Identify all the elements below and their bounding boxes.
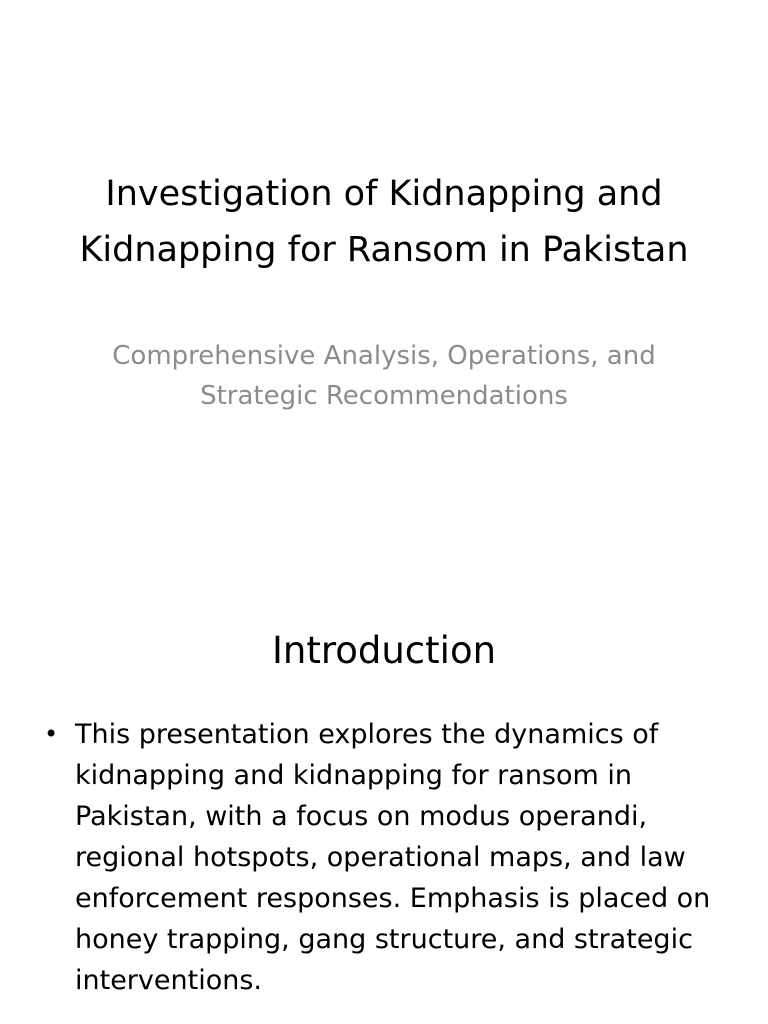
slide-subtitle: Comprehensive Analysis, Operations, and Strategic Recommendations — [112, 341, 656, 411]
bullet-text: This presentation explores the dynamics of kidnapping and kidnapping for ransom in Pakistan, with a focus on modus operandi, regional hotspots, operational maps, and law enforcement responses. Emphasis is placed on honey trapping, gang structure, and strategic interventions. — [75, 719, 711, 996]
bullet-icon: • — [44, 720, 59, 748]
slide-heading: Introduction — [271, 629, 497, 672]
bullet-list — [40, 714, 730, 1001]
introduction-slide — [0, 576, 768, 1024]
slide-title: Investigation of Kidnapping and Kidnapping for Ransom in Pakistan — [79, 174, 689, 270]
bullet-item — [40, 714, 730, 1001]
